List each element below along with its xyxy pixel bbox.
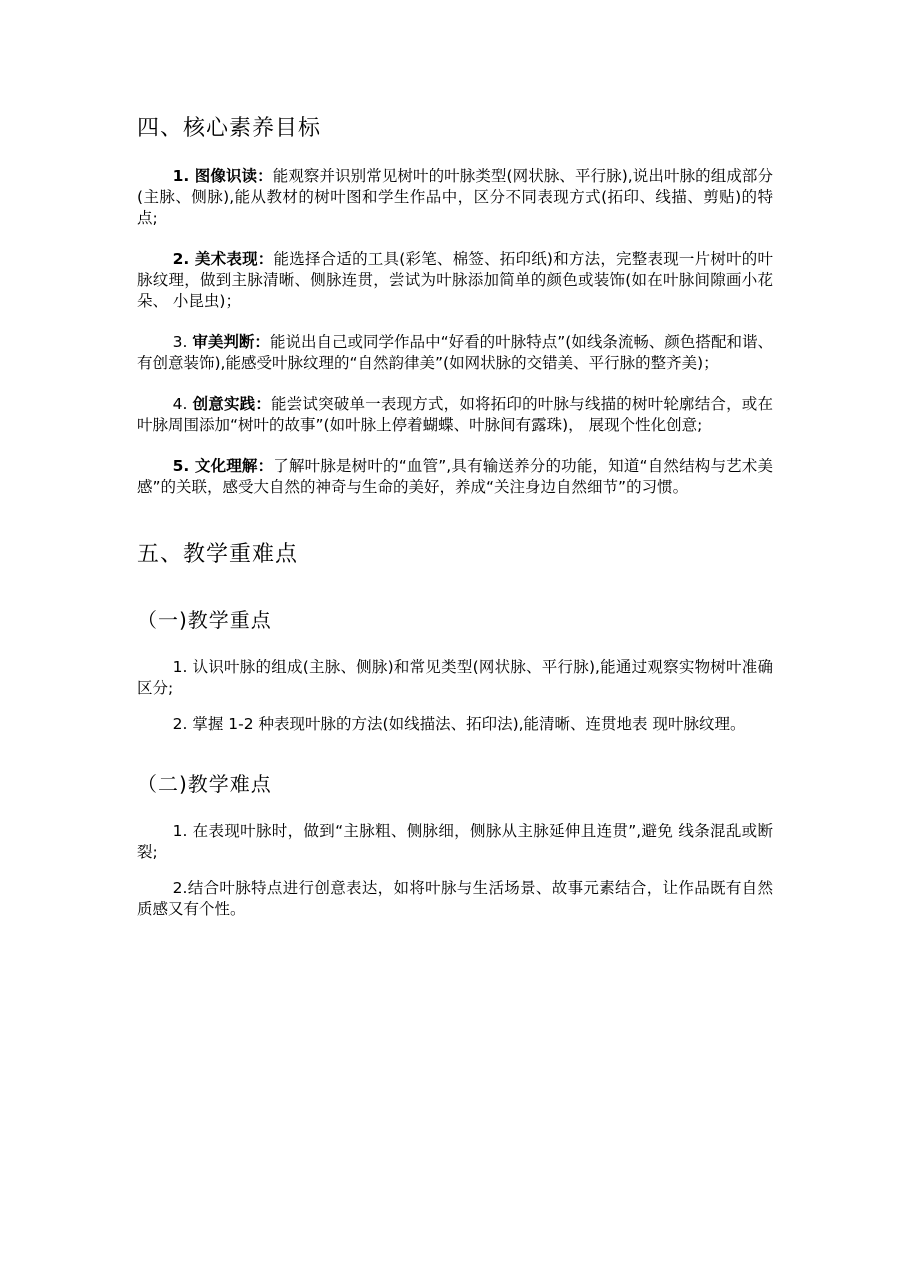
objective-1	[137, 166, 773, 229]
objective-4-label: 创意实践：	[192, 395, 272, 413]
difficult-point-1: 1. 在表现叶脉时，做到“主脉粗、侧脉细，侧脉从主脉延伸且连贯”,避免 线条混乱或断裂;	[137, 822, 773, 861]
objective-3-number: 3.	[172, 333, 193, 351]
objective-4-number: 4.	[172, 395, 193, 413]
objective-3	[137, 332, 773, 374]
objective-2-text: 能选择合适的工具(彩笔、棉签、拓印纸)和方法，完整表现一片树叶的叶脉纹理，做到主脉清晰、侧脉连贯，尝试为叶脉添加简单的颜色或装饰(如在叶脉间隙画小花朵、 小昆虫)；	[137, 250, 773, 310]
objective-5-text: 了解叶脉是树叶的“血管”,具有输送养分的功能，知道“自然结构与艺术美感”的关联，感受大自然的神奇与生命的美好，养成“关注身边自然细节”的习惯。	[137, 457, 773, 496]
objective-4-text: 能尝试突破单一表现方式，如将拓印的叶脉与线描的树叶轮廓结合，或在叶脉周围添加“树叶的故事”(如叶脉上停着蝴蝶、叶脉间有露珠)， 展现个性化创意;	[137, 395, 773, 434]
document-page	[137, 112, 773, 920]
objective-1-label: 1. 图像识读：	[172, 167, 273, 185]
objective-2	[137, 249, 773, 312]
objective-3-text: 能说出自己或同学作品中“好看的叶脉特点”(如线条流畅、颜色搭配和谐、有创意装饰),能感受叶脉纹理的“自然韵律美”(如网状脉的交错美、平行脉的整齐美)；	[137, 333, 773, 372]
objective-3-label: 审美判断：	[192, 333, 270, 351]
section4-title: 四、核心素养目标	[137, 116, 322, 141]
difficult-points-title: （二)教学难点	[137, 772, 272, 796]
objective-5-label: 5. 文化理解：	[172, 457, 274, 475]
objective-5	[137, 456, 773, 498]
objective-4	[137, 394, 773, 436]
key-point-1: 1. 认识叶脉的组成(主脉、侧脉)和常见类型(网状脉、平行脉),能通过观察实物树叶准确区分;	[137, 658, 773, 697]
key-points-title: （一)教学重点	[137, 608, 272, 632]
objective-2-label: 2. 美术表现：	[172, 250, 274, 268]
objective-1-text: 能观察并识别常见树叶的叶脉类型(网状脉、平行脉),说出叶脉的组成部分(主脉、侧脉),能从教材的树叶图和学生作品中，区分不同表现方式(拓印、线描、剪贴)的特点;	[137, 167, 773, 227]
difficult-point-2: 2.结合叶脉特点进行创意表达，如将叶脉与生活场景、故事元素结合，让作品既有自然质感又有个性。	[137, 879, 773, 918]
section5-title: 五、教学重难点	[137, 542, 299, 567]
key-point-2: 2. 掌握 1-2 种表现叶脉的方法(如线描法、拓印法),能清晰、连贯地表 现叶脉纹理。	[172, 715, 746, 733]
